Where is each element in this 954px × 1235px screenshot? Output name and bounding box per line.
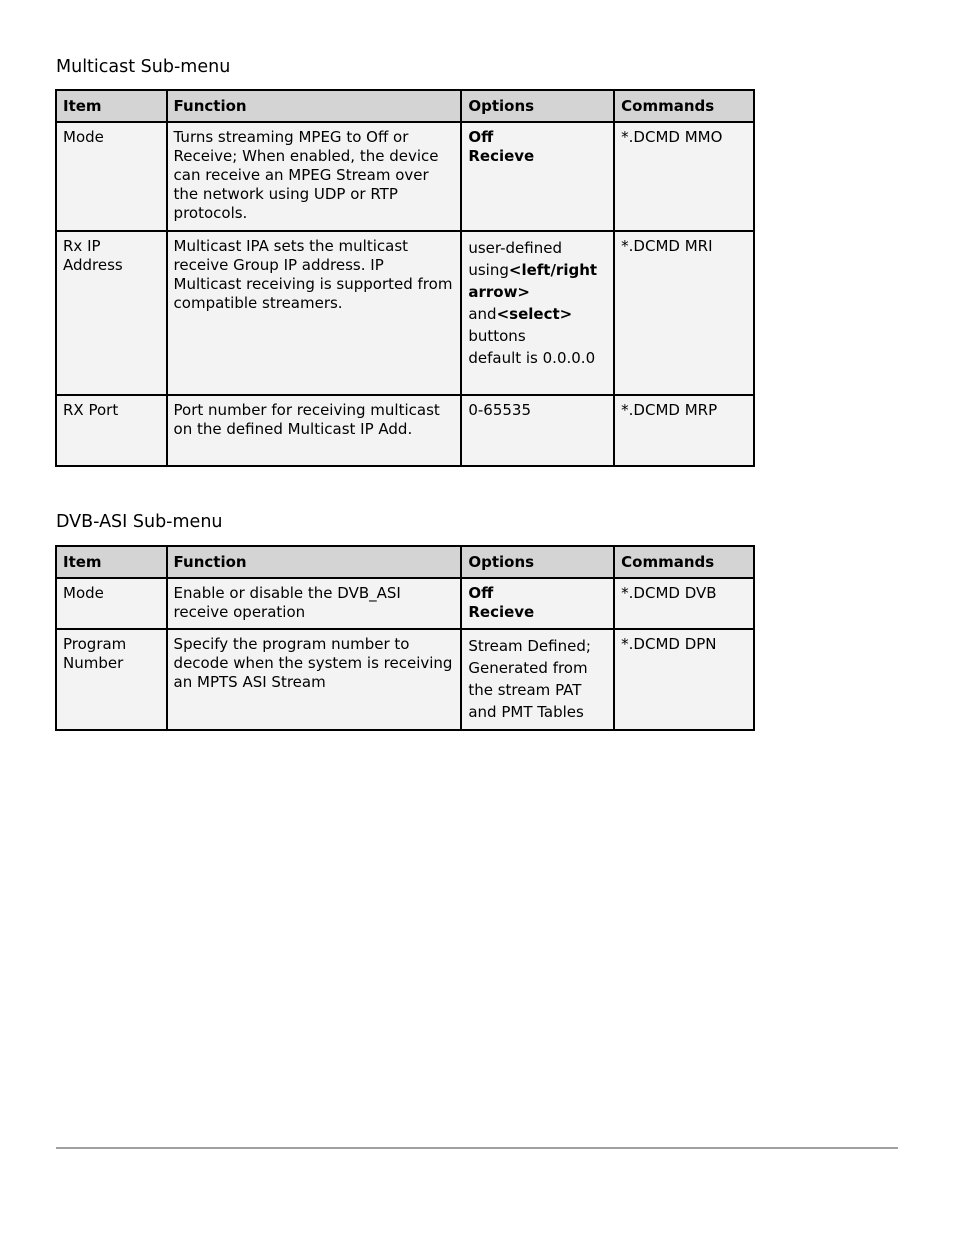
cell-function: Specify the program number to decode when the system is receiving an MPTS ASI Stream [167, 629, 462, 730]
cell-options [461, 578, 614, 629]
cell-item: Program Number [56, 629, 167, 730]
header-item: Item [56, 90, 167, 122]
option-text: default is 0.0.0.0 [468, 349, 596, 367]
cell-options: 0-65535 [461, 395, 614, 466]
option-text: and PMT Tables [468, 703, 584, 721]
table-row [56, 395, 754, 466]
option-text: user-defined [468, 239, 562, 257]
cell-function: Turns streaming MPEG to Off or Receive; When enabled, the device can receive an MPEG Stream over the network using UDP or RTP protocols. [167, 122, 462, 231]
table-header-row [56, 546, 754, 578]
cell-function: Port number for receiving multicast on the defined Multicast IP Add. [167, 395, 462, 466]
table-header-row [56, 90, 754, 122]
cell-command: *.DCMD DPN [614, 629, 754, 730]
cell-options [461, 629, 614, 730]
option-value: Recieve [468, 147, 535, 165]
option-text: and [468, 305, 497, 323]
cell-function: Multicast IPA sets the multicast receive Group IP address. IP Multicast receiving is supported from compatible streamers. [167, 231, 462, 395]
cell-item: Rx IP Address [56, 231, 167, 395]
header-options: Options [461, 90, 614, 122]
option-value: Recieve [468, 603, 535, 621]
option-text: Generated from [468, 659, 588, 677]
option-value: Off [468, 584, 494, 602]
option-value: Off [468, 128, 494, 146]
table-row [56, 578, 754, 629]
option-text: Stream Defined; [468, 637, 591, 655]
option-text: the stream PAT [468, 681, 582, 699]
cell-item: Mode [56, 578, 167, 629]
dvb-table [55, 545, 755, 731]
cell-function: Enable or disable the DVB_ASI receive operation [167, 578, 462, 629]
cell-item: Mode [56, 122, 167, 231]
header-options: Options [461, 546, 614, 578]
cell-command: *.DCMD MRI [614, 231, 754, 395]
option-key: <select> [496, 305, 573, 323]
footer-divider [56, 1147, 898, 1149]
dvb-section-title: DVB-ASI Sub-menu [56, 512, 223, 532]
cell-command: *.DCMD MMO [614, 122, 754, 231]
cell-command: *.DCMD DVB [614, 578, 754, 629]
cell-command: *.DCMD MRP [614, 395, 754, 466]
multicast-table [55, 89, 755, 467]
header-function: Function [167, 546, 462, 578]
header-function: Function [167, 90, 462, 122]
table-row [56, 629, 754, 730]
header-item: Item [56, 546, 167, 578]
cell-options [461, 231, 614, 395]
header-commands: Commands [614, 90, 754, 122]
multicast-section-title: Multicast Sub-menu [56, 57, 231, 77]
option-text: buttons [468, 327, 526, 345]
header-commands: Commands [614, 546, 754, 578]
option-text: using [468, 261, 509, 279]
option-key: <left/right arrow> [468, 261, 598, 301]
table-row [56, 122, 754, 231]
cell-options [461, 122, 614, 231]
table-row [56, 231, 754, 395]
cell-item: RX Port [56, 395, 167, 466]
